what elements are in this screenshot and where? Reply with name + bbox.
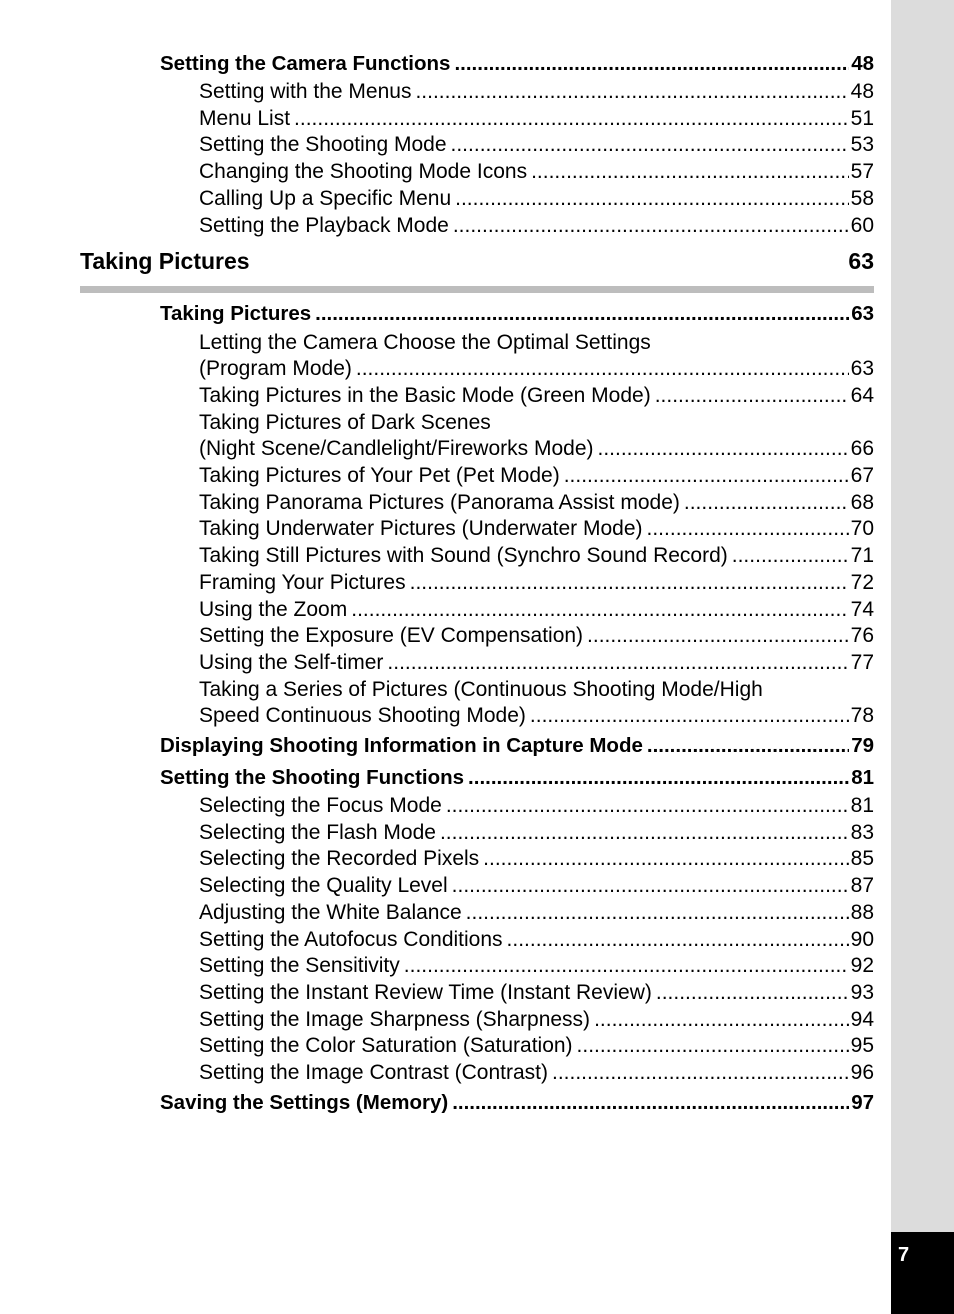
dot-leader (351, 597, 848, 623)
toc-entry-title: Setting the Autofocus Conditions (199, 927, 503, 951)
toc-entry-page: 74 (850, 597, 874, 621)
toc-entry-title: Menu List (199, 106, 291, 130)
toc-entry[interactable] (199, 186, 874, 212)
toc-entry-line: Taking a Series of Pictures (Continuous Shooting Mode/High (199, 677, 763, 701)
toc-section[interactable] (160, 765, 874, 791)
toc-entry[interactable] (199, 1033, 874, 1059)
toc-entry-title: Speed Continuous Shooting Mode) (199, 704, 526, 728)
toc-entry-page: 85 (850, 847, 874, 871)
toc-entry-page: 83 (850, 820, 874, 844)
toc-entry-title: Selecting the Recorded Pixels (199, 847, 480, 871)
toc-entry-title: (Night Scene/Candlelight/Fireworks Mode) (199, 437, 594, 461)
chapter-heading (80, 246, 874, 276)
chapter-title: Taking Pictures (80, 248, 250, 274)
toc-entry-page: 81 (850, 794, 874, 817)
toc-entry-page: 72 (850, 570, 874, 594)
toc-entry[interactable] (199, 436, 874, 462)
toc-entry-page: 67 (850, 464, 874, 487)
toc-entry-title: Taking Underwater Pictures (Underwater Mode) (199, 517, 643, 541)
toc-section-page: 63 (851, 302, 874, 325)
toc-section[interactable] (160, 1090, 874, 1116)
toc-entry-page: 68 (850, 490, 874, 514)
toc-entry[interactable] (199, 953, 874, 979)
toc-entry[interactable] (199, 132, 874, 158)
toc-entry-page: 78 (850, 704, 874, 728)
toc-entry-page: 70 (850, 517, 874, 541)
toc-entry-page: 66 (850, 437, 874, 461)
toc-section-title: Saving the Settings (Memory) (160, 1090, 449, 1114)
toc-entry[interactable] (199, 623, 874, 649)
toc-entry[interactable] (199, 490, 874, 516)
toc-section-page: 97 (851, 1090, 874, 1114)
dot-leader (656, 980, 849, 1006)
toc-entry[interactable] (199, 650, 874, 676)
toc-entry-page: 76 (850, 624, 874, 648)
side-tab (891, 0, 954, 1314)
toc-entry[interactable] (199, 846, 874, 872)
toc-entry-title: Taking Pictures in the Basic Mode (Green Mode) (199, 383, 651, 407)
toc-entry-title: Framing Your Pictures (199, 570, 406, 594)
toc-entry-page: 58 (850, 186, 874, 210)
toc-section-title: Displaying Shooting Information in Capture Mode (160, 734, 643, 757)
toc-entry-title: Setting the Sensitivity (199, 954, 400, 978)
toc-entry-title: Selecting the Flash Mode (199, 820, 436, 844)
toc-entry-page: 48 (850, 80, 874, 103)
toc-section-title: Setting the Camera Functions (160, 52, 451, 75)
toc-entry-title: Selecting the Quality Level (199, 874, 448, 898)
toc-entry[interactable] (199, 463, 874, 489)
toc-entry-title: Setting the Exposure (EV Compensation) (199, 624, 584, 648)
toc-entry-title: Using the Self-timer (199, 650, 384, 674)
toc-entry-page: 53 (850, 133, 874, 157)
dot-leader (507, 927, 849, 953)
dot-leader (647, 733, 849, 759)
toc-entry-title: (Program Mode) (199, 357, 352, 381)
toc-entry-page: 93 (850, 980, 874, 1004)
dot-leader (454, 51, 849, 77)
dot-leader (655, 383, 849, 409)
toc-entry-page: 95 (850, 1034, 874, 1058)
toc-entry[interactable] (199, 543, 874, 569)
dot-leader (530, 703, 849, 729)
toc-entry-page: 60 (850, 213, 874, 237)
dot-leader (404, 953, 849, 979)
toc-entry[interactable] (199, 597, 874, 623)
toc-entry-title: Selecting the Focus Mode (199, 794, 442, 817)
dot-leader (453, 213, 849, 239)
toc-entry-title: Using the Zoom (199, 597, 348, 621)
toc-entry-page: 94 (850, 1007, 874, 1031)
toc-entry-title: Calling Up a Specific Menu (199, 186, 452, 210)
page-number: 7 (898, 1244, 910, 1266)
toc-entry[interactable] (199, 383, 874, 409)
toc-section[interactable] (160, 733, 874, 759)
dot-leader (452, 1090, 849, 1116)
toc-entry-page: 51 (850, 106, 874, 130)
toc-entry-title: Setting the Playback Mode (199, 213, 449, 237)
toc-section[interactable] (160, 51, 874, 77)
dot-leader (468, 765, 849, 791)
toc-entry-page: 87 (850, 874, 874, 898)
toc-entry-page: 90 (850, 927, 874, 951)
toc-section-title: Taking Pictures (160, 302, 312, 325)
dot-leader (356, 356, 849, 382)
dot-leader (531, 159, 849, 185)
toc-section[interactable] (160, 301, 874, 327)
toc-entry-line: Taking Pictures of Dark Scenes (199, 410, 491, 434)
dot-leader (466, 900, 849, 926)
toc-entry-title: Taking Panorama Pictures (Panorama Assist mode) (199, 490, 680, 514)
dot-leader (564, 463, 849, 489)
toc-entry[interactable] (199, 516, 874, 542)
toc-entry-page: 63 (850, 357, 874, 381)
dot-leader (732, 543, 849, 569)
toc-section-page: 81 (851, 765, 874, 789)
toc-entry-title: Setting the Instant Review Time (Instant Review) (199, 980, 652, 1004)
dot-leader (387, 650, 848, 676)
toc-section-page: 48 (851, 52, 874, 75)
dot-leader (587, 623, 849, 649)
dot-leader (455, 186, 849, 212)
dot-leader (315, 301, 849, 327)
dot-leader (440, 820, 849, 846)
toc-entry-page: 88 (850, 900, 874, 924)
toc-entry-title: Setting the Image Contrast (Contrast) (199, 1061, 548, 1084)
toc-entry[interactable] (199, 106, 874, 132)
toc-entry-title: Setting with the Menus (199, 80, 412, 103)
dot-leader (594, 1007, 849, 1033)
toc-entry[interactable] (199, 703, 874, 729)
toc-entry[interactable] (199, 79, 874, 105)
toc-entry[interactable] (199, 873, 874, 899)
toc-entry-title: Setting the Shooting Mode (199, 133, 447, 157)
dot-leader (294, 106, 849, 132)
toc-entry-title: Setting the Image Sharpness (Sharpness) (199, 1007, 591, 1031)
toc-entry[interactable] (199, 213, 874, 239)
dot-leader (598, 436, 849, 462)
toc-entry-page: 57 (850, 160, 874, 184)
chapter-divider (80, 286, 874, 293)
toc-entry[interactable] (199, 159, 874, 185)
dot-leader (415, 79, 848, 105)
dot-leader (410, 570, 849, 596)
toc-entry[interactable] (199, 980, 874, 1006)
toc-entry[interactable] (199, 570, 874, 596)
dot-leader (647, 516, 849, 542)
dot-leader (684, 490, 849, 516)
dot-leader (446, 793, 849, 819)
toc-section-title: Setting the Shooting Functions (160, 765, 465, 789)
toc-entry[interactable] (199, 1007, 874, 1033)
dot-leader (552, 1060, 849, 1086)
dot-leader (483, 846, 848, 872)
toc-section-page: 79 (851, 734, 874, 757)
toc-entry-title: Setting the Color Saturation (Saturation) (199, 1034, 573, 1058)
toc-entry-page: 92 (850, 954, 874, 978)
toc-entry[interactable] (199, 820, 874, 846)
toc-entry-line: Letting the Camera Choose the Optimal Settings (199, 330, 651, 354)
dot-leader (577, 1033, 849, 1059)
toc-entry-title: Taking Still Pictures with Sound (Synchro Sound Record) (199, 544, 728, 568)
toc-entry-title: Adjusting the White Balance (199, 900, 462, 924)
toc-entry-page: 71 (850, 544, 874, 568)
dot-leader (451, 132, 849, 158)
toc-entry[interactable] (199, 927, 874, 953)
toc-entry[interactable] (199, 356, 874, 382)
dot-leader (452, 873, 849, 899)
toc-entry[interactable] (199, 793, 874, 819)
toc-entry-page: 77 (850, 650, 874, 674)
toc-entry[interactable] (199, 1060, 874, 1086)
toc-entry-title: Changing the Shooting Mode Icons (199, 160, 528, 184)
chapter-page: 63 (848, 248, 874, 274)
toc-entry-page: 96 (850, 1061, 874, 1084)
toc-entry[interactable] (199, 900, 874, 926)
toc-entry-page: 64 (850, 383, 874, 407)
toc-entry-title: Taking Pictures of Your Pet (Pet Mode) (199, 464, 560, 487)
